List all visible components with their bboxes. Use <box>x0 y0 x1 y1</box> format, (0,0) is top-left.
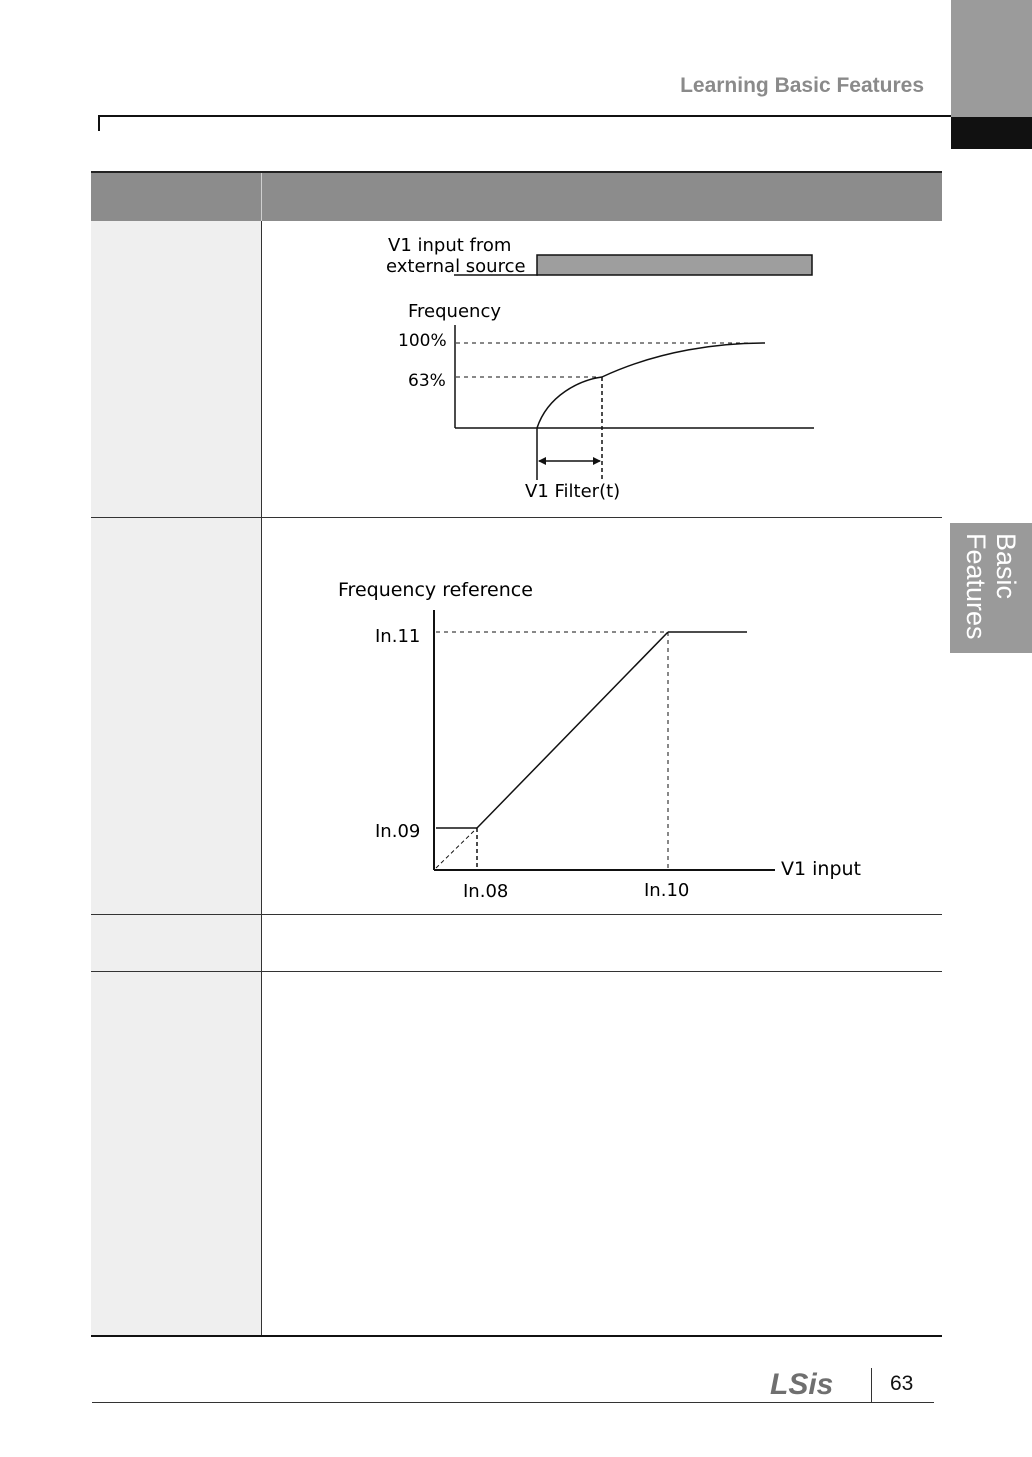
header-rule <box>98 115 962 117</box>
y-min-label: In.09 <box>375 821 421 842</box>
input-label-line2: external source <box>386 256 526 277</box>
table-header-divider <box>261 173 262 221</box>
row-label-cell-4 <box>91 972 261 1335</box>
table-row-divider-2 <box>91 914 942 915</box>
row-label-cell-1 <box>91 221 261 517</box>
y-max-label: In.11 <box>375 626 421 647</box>
side-tab-label: Basic Features <box>961 533 1021 640</box>
side-chapter-tab[interactable] <box>950 523 1032 653</box>
input-step-bar <box>537 255 812 275</box>
v1-input-axis-label: V1 input <box>781 858 861 880</box>
x-min-label: In.08 <box>463 881 509 902</box>
filter-time-label: V1 Filter(t) <box>525 481 621 502</box>
ls-is-logo <box>770 1364 856 1398</box>
table-row-divider-1 <box>91 517 942 518</box>
corner-tab-gray <box>951 0 1032 117</box>
frequency-axis-label: Frequency <box>408 301 501 322</box>
x-max-label: In.10 <box>644 880 690 901</box>
logo-text: LSis <box>770 1368 834 1398</box>
table-bottom-rule <box>91 1335 942 1337</box>
footer-rule <box>92 1402 934 1403</box>
footer-separator <box>871 1368 872 1402</box>
frequency-reference-label: Frequency reference <box>338 579 533 601</box>
table-header <box>91 171 942 221</box>
filter-arrow-right-head <box>593 457 601 465</box>
corner-tab-black <box>951 117 1032 149</box>
header-rule-tick <box>98 115 100 131</box>
v1-frequency-reference-diagram <box>330 570 875 905</box>
frequency-response-curve <box>537 343 765 428</box>
origin-extension-dashed <box>436 828 477 868</box>
filter-arrow-left-head <box>538 457 546 465</box>
table-row-divider-3 <box>91 971 942 972</box>
reference-slope-line <box>477 632 668 828</box>
level-63-label: 63% <box>408 371 446 391</box>
row-label-cell-3 <box>91 915 261 971</box>
v1-filter-diagram <box>370 225 840 510</box>
row-label-cell-2 <box>91 518 261 914</box>
header-title: Learning Basic Features <box>680 74 924 97</box>
input-label-line1: V1 input from <box>388 235 512 256</box>
level-100-label: 100% <box>398 331 447 351</box>
table-column-divider <box>261 221 262 1335</box>
page-number: 63 <box>890 1372 914 1395</box>
